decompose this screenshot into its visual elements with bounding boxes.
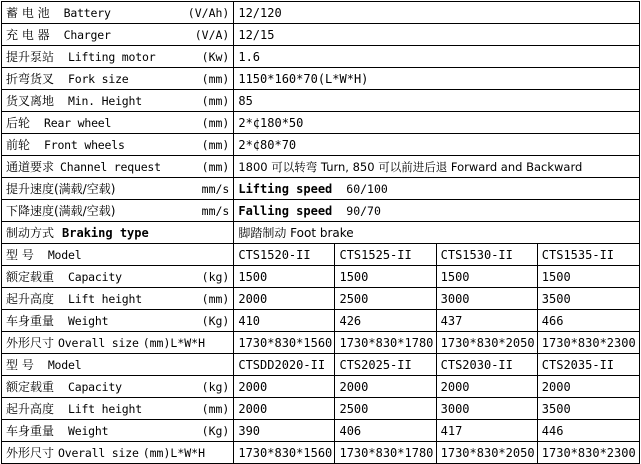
table-row <box>2 332 640 354</box>
label-unit: (kg) <box>201 379 230 394</box>
table-row <box>2 244 640 266</box>
label-cn: 起升高度 <box>6 401 55 416</box>
label-unit: mm/s <box>201 181 230 196</box>
label-en: Fork size <box>68 71 129 86</box>
data-cell: 2000 <box>234 376 335 398</box>
row-value-front-wheels: 2*¢80*70 <box>234 134 640 156</box>
data-cell: 2000 <box>436 376 537 398</box>
label-unit: (V/Ah) <box>187 5 230 20</box>
label-en: Min. Height <box>68 93 142 108</box>
row-value-braking-type: 脚踏制动 Foot brake <box>234 222 640 244</box>
data-cell: 2000 <box>537 376 639 398</box>
label-unit: (mm) <box>201 137 230 152</box>
label-unit: (Kg) <box>201 423 230 438</box>
table-row <box>2 24 640 46</box>
label-cn: 蓄 电 池 <box>6 5 50 20</box>
data-cell: 1500 <box>335 266 436 288</box>
label-unit: (mm) <box>201 115 230 130</box>
data-cell: 1730*830*1780 <box>335 442 436 464</box>
table-row <box>2 90 640 112</box>
row-label-model-group1 <box>2 244 234 266</box>
data-cell: 1730*830*2300 <box>537 332 639 354</box>
row-label-braking-type <box>2 222 234 244</box>
model-cell: CTS1520-II <box>234 244 335 266</box>
model-cell: CTS2030-II <box>436 354 537 376</box>
label-cn: 额定载重 <box>6 269 55 284</box>
table-row <box>2 398 640 420</box>
table-row <box>2 222 640 244</box>
row-value-rear-wheel: 2*¢180*50 <box>234 112 640 134</box>
label-cn: 起升高度 <box>6 291 55 306</box>
row-label-model-group2 <box>2 354 234 376</box>
label-cn: 制动方式 <box>6 225 55 240</box>
label-cn: 充 电 器 <box>6 27 50 42</box>
data-cell: 406 <box>335 420 436 442</box>
label-cn: 外形尺寸 <box>6 335 55 350</box>
data-cell: 1500 <box>234 266 335 288</box>
label-en: Model <box>47 357 82 372</box>
table-row <box>2 112 640 134</box>
row-value-falling-speed <box>234 200 640 222</box>
lifting-speed-label: Lifting speed <box>238 181 333 196</box>
model-cell: CTS1525-II <box>335 244 436 266</box>
model-cell: CTS2035-II <box>537 354 639 376</box>
label-cn: 下降速度(满载/空载) <box>6 203 116 218</box>
label-unit: (mm) <box>201 71 230 86</box>
data-cell: 417 <box>436 420 537 442</box>
row-label-lift-height-group2 <box>2 398 234 420</box>
row-label-lifting-speed <box>2 178 234 200</box>
label-en: Channel request <box>60 159 161 174</box>
row-label-fork-size <box>2 68 234 90</box>
data-cell: 2000 <box>234 288 335 310</box>
label-en: Overall size <box>58 445 139 460</box>
label-cn: 前轮 <box>6 137 31 152</box>
label-en: Model <box>47 247 82 262</box>
data-cell: 3500 <box>537 288 639 310</box>
row-label-overall-size-group1 <box>2 332 234 354</box>
falling-speed-value: 90/70 <box>346 203 381 218</box>
table-row <box>2 46 640 68</box>
label-en: Front wheels <box>44 137 125 152</box>
data-cell: 2500 <box>335 398 436 420</box>
data-cell: 410 <box>234 310 335 332</box>
label-cn: 外形尺寸 <box>6 445 55 460</box>
label-cn: 车身重量 <box>6 313 55 328</box>
label-cn: 额定载重 <box>6 379 55 394</box>
data-cell: 1730*830*2300 <box>537 442 639 464</box>
data-cell: 3500 <box>537 398 639 420</box>
data-cell: 426 <box>335 310 436 332</box>
data-cell: 466 <box>537 310 639 332</box>
data-cell: 2000 <box>234 398 335 420</box>
row-label-rear-wheel <box>2 112 234 134</box>
label-en: Lifting motor <box>68 49 156 64</box>
table-row <box>2 200 640 222</box>
label-unit: (Kw) <box>201 49 230 64</box>
label-cn: 提升泵站 <box>6 49 55 64</box>
table-row <box>2 178 640 200</box>
label-cn: 折弯货叉 <box>6 71 55 86</box>
label-en: Weight <box>68 423 109 438</box>
row-label-lifting-motor <box>2 46 234 68</box>
data-cell: 1730*830*2050 <box>436 442 537 464</box>
table-row <box>2 266 640 288</box>
label-cn: 型 号 <box>6 247 34 262</box>
model-cell: CTSDD2020-II <box>234 354 335 376</box>
row-label-channel-request <box>2 156 234 178</box>
table-row <box>2 134 640 156</box>
label-cn: 车身重量 <box>6 423 55 438</box>
data-cell: 437 <box>436 310 537 332</box>
table-row <box>2 420 640 442</box>
data-cell: 1730*830*1560 <box>234 442 335 464</box>
row-label-front-wheels <box>2 134 234 156</box>
label-en: Charger <box>63 27 111 42</box>
label-en: Lift height <box>68 291 142 306</box>
lifting-speed-value: 60/100 <box>346 181 388 196</box>
label-unit: (mm)L*W*H <box>142 445 206 460</box>
label-cn: 型 号 <box>6 357 34 372</box>
label-en: Braking type <box>62 225 149 240</box>
row-label-weight-group2 <box>2 420 234 442</box>
row-label-weight-group1 <box>2 310 234 332</box>
label-unit: (V/A) <box>194 27 230 42</box>
label-en: Lift height <box>68 401 142 416</box>
table-row <box>2 354 640 376</box>
model-cell: CTS1535-II <box>537 244 639 266</box>
model-cell: CTS2025-II <box>335 354 436 376</box>
table-row <box>2 2 640 24</box>
label-unit: (mm) <box>201 93 230 108</box>
row-value-battery: 12/120 <box>234 2 640 24</box>
table-row <box>2 68 640 90</box>
label-en: Rear wheel <box>44 115 112 130</box>
data-cell: 2500 <box>335 288 436 310</box>
data-cell: 390 <box>234 420 335 442</box>
label-en: Capacity <box>68 269 122 284</box>
table-row <box>2 376 640 398</box>
label-unit: mm/s <box>201 203 230 218</box>
row-label-lift-height-group1 <box>2 288 234 310</box>
row-value-charger: 12/15 <box>234 24 640 46</box>
label-en: Weight <box>68 313 109 328</box>
table-row <box>2 310 640 332</box>
row-value-channel-request: 1800 可以转弯 Turn, 850 可以前进后退 Forward and Backward <box>234 156 640 178</box>
label-cn: 提升速度(满载/空载) <box>6 181 116 196</box>
data-cell: 1730*830*2050 <box>436 332 537 354</box>
table-row <box>2 156 640 178</box>
label-unit: (kg) <box>201 269 230 284</box>
label-cn: 后轮 <box>6 115 31 130</box>
row-label-overall-size-group2 <box>2 442 234 464</box>
data-cell: 1500 <box>537 266 639 288</box>
model-cell: CTS1530-II <box>436 244 537 266</box>
label-unit: (mm) <box>201 159 230 174</box>
label-cn: 货叉离地 <box>6 93 55 108</box>
data-cell: 446 <box>537 420 639 442</box>
data-cell: 1730*830*1780 <box>335 332 436 354</box>
label-unit: (mm) <box>201 291 230 306</box>
data-cell: 1730*830*1560 <box>234 332 335 354</box>
specification-table <box>1 1 640 464</box>
table-row <box>2 442 640 464</box>
falling-speed-label: Falling speed <box>238 203 333 218</box>
row-value-min-height: 85 <box>234 90 640 112</box>
row-label-min-height <box>2 90 234 112</box>
table-row <box>2 288 640 310</box>
label-unit: (Kg) <box>201 313 230 328</box>
row-label-capacity-group1 <box>2 266 234 288</box>
data-cell: 2000 <box>335 376 436 398</box>
data-cell: 3000 <box>436 398 537 420</box>
row-label-capacity-group2 <box>2 376 234 398</box>
row-label-battery <box>2 2 234 24</box>
data-cell: 1500 <box>436 266 537 288</box>
row-label-falling-speed <box>2 200 234 222</box>
label-unit: (mm) <box>201 401 230 416</box>
data-cell: 3000 <box>436 288 537 310</box>
label-unit: (mm)L*W*H <box>142 335 206 350</box>
row-label-charger <box>2 24 234 46</box>
label-en: Overall size <box>58 335 139 350</box>
label-en: Battery <box>63 5 111 20</box>
label-en: Capacity <box>68 379 122 394</box>
row-value-lifting-motor: 1.6 <box>234 46 640 68</box>
row-value-lifting-speed <box>234 178 640 200</box>
label-cn: 通道要求 <box>6 159 55 174</box>
row-value-fork-size: 1150*160*70(L*W*H) <box>234 68 640 90</box>
